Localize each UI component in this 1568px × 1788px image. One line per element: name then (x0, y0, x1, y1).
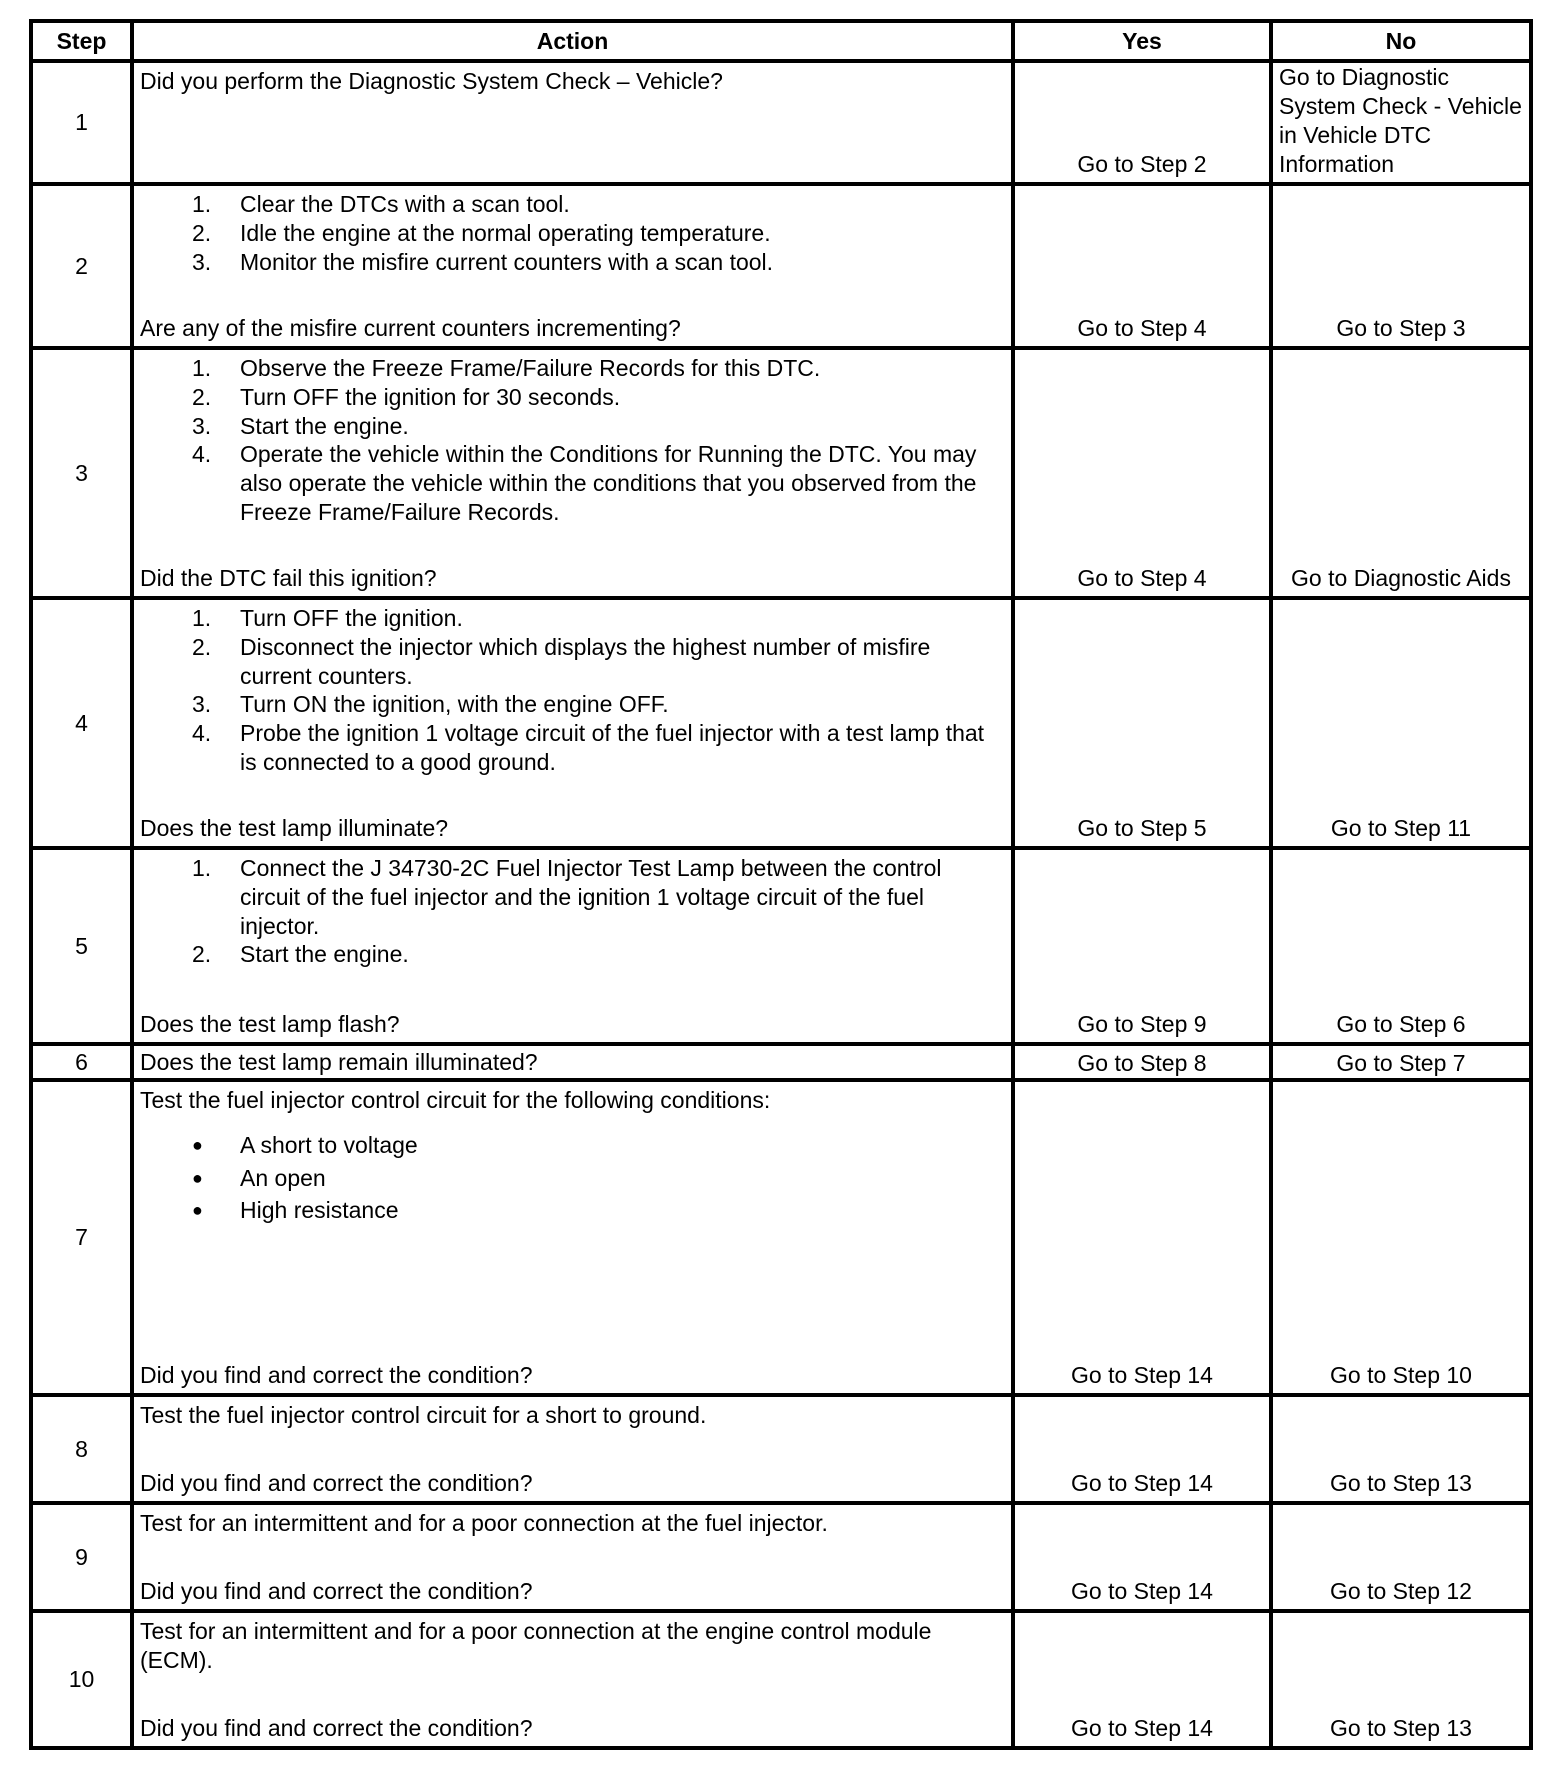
procedure-list (140, 190, 1005, 276)
procedure-text: Operate the vehicle within the Conditions for Running the DTC. You may also operate the vehicle within the conditions that you observed from the Freeze Frame/Failure Records. (240, 441, 977, 525)
procedure-item (140, 190, 1005, 219)
action-cell (132, 598, 1013, 848)
procedure-number: 4. (192, 441, 212, 468)
no-outcome-text: Go to Step 7 (1336, 1050, 1466, 1076)
action-question: Did you find and correct the condition? (140, 1578, 533, 1604)
action-question: Does the test lamp flash? (140, 1011, 400, 1037)
procedure-number: 1. (192, 191, 212, 217)
no-outcome-text: Go to Step 12 (1330, 1578, 1472, 1604)
procedure-item (140, 383, 1005, 412)
no-outcome-text: Go to Step 13 (1330, 1715, 1472, 1741)
no-outcome (1271, 348, 1531, 598)
action-intro: Test the fuel injector control circuit for a short to ground. (140, 1402, 707, 1428)
diagnostic-table (29, 19, 1533, 1750)
bullet-icon: ● (192, 1200, 203, 1220)
yes-outcome (1013, 1044, 1271, 1080)
step-number: 5 (31, 848, 132, 1044)
yes-outcome-text: Go to Step 4 (1077, 565, 1207, 591)
procedure-item (140, 354, 1005, 383)
procedure-text: Disconnect the injector which displays the highest number of misfire current counters. (240, 633, 931, 689)
yes-outcome-text: Go to Step 9 (1077, 1011, 1207, 1037)
no-outcome (1271, 1044, 1531, 1080)
no-outcome-text: Go to Step 3 (1336, 315, 1466, 341)
procedure-item (140, 633, 1005, 691)
procedure-item (140, 219, 1005, 248)
no-outcome-text: Go to Step 6 (1336, 1011, 1466, 1037)
no-outcome-text: Go to Step 13 (1330, 1470, 1472, 1496)
yes-outcome-text: Go to Step 14 (1071, 1362, 1213, 1388)
procedure-item (140, 690, 1005, 719)
procedure-number: 2. (192, 633, 212, 660)
procedure-number: 4. (192, 720, 212, 747)
procedure-text: Observe the Freeze Frame/Failure Records for this DTC. (240, 355, 821, 381)
step-number: 7 (31, 1080, 132, 1395)
action-question: Did the DTC fail this ignition? (140, 565, 437, 591)
procedure-item (140, 604, 1005, 633)
yes-outcome-text: Go to Step 4 (1077, 315, 1207, 341)
yes-outcome (1013, 1080, 1271, 1395)
procedure-text: Connect the J 34730-2C Fuel Injector Test Lamp between the control circuit of the fuel injector and the ignition 1 voltage circuit of the fuel injector. (240, 855, 942, 939)
table-row (31, 1611, 1531, 1748)
table-row (31, 1044, 1531, 1080)
procedure-text: Turn OFF the ignition. (240, 605, 463, 631)
procedure-text: Clear the DTCs with a scan tool. (240, 191, 570, 217)
action-intro: Test for an intermittent and for a poor connection at the engine control module (ECM). (140, 1618, 932, 1673)
header-no: No (1271, 21, 1531, 61)
header-yes: Yes (1013, 21, 1271, 61)
no-outcome (1271, 184, 1531, 348)
procedure-list (140, 604, 1005, 777)
procedure-item (140, 854, 1005, 940)
procedure-number: 1. (192, 355, 212, 381)
procedure-text: Probe the ignition 1 voltage circuit of the fuel injector with a test lamp that is connected to a good ground. (240, 720, 985, 775)
step-number: 4 (31, 598, 132, 848)
no-outcome (1271, 1503, 1531, 1611)
procedure-text: Idle the engine at the normal operating temperature. (240, 219, 771, 246)
table-row (31, 1080, 1531, 1395)
action-cell (132, 1080, 1013, 1395)
procedure-number: 2. (192, 941, 212, 968)
procedure-item (140, 440, 1005, 526)
table-row (31, 848, 1531, 1044)
procedure-number: 1. (192, 605, 212, 631)
yes-outcome-text: Go to Step 14 (1071, 1578, 1213, 1604)
no-outcome (1271, 1080, 1531, 1395)
no-outcome-text: Go to Diagnostic Aids (1291, 565, 1511, 591)
condition-list (140, 1129, 1005, 1227)
table-row (31, 1503, 1531, 1611)
no-outcome (1271, 1395, 1531, 1503)
procedure-text: Turn ON the ignition, with the engine OFF. (240, 691, 669, 718)
table-row (31, 598, 1531, 848)
yes-outcome-text: Go to Step 8 (1077, 1050, 1207, 1076)
condition-text: High resistance (240, 1197, 399, 1223)
bullet-icon: ● (192, 1135, 203, 1155)
no-outcome (1271, 848, 1531, 1044)
yes-outcome (1013, 61, 1271, 184)
yes-outcome-text: Go to Step 2 (1077, 151, 1207, 177)
no-outcome (1271, 598, 1531, 848)
table-row (31, 61, 1531, 184)
action-intro: Test for an intermittent and for a poor connection at the fuel injector. (140, 1510, 828, 1536)
condition-item (140, 1129, 1005, 1162)
no-outcome (1271, 61, 1531, 184)
header-step: Step (31, 21, 132, 61)
action-question: Are any of the misfire current counters incrementing? (140, 315, 681, 341)
action-cell (132, 1395, 1013, 1503)
action-question: Did you find and correct the condition? (140, 1715, 533, 1741)
procedure-text: Start the engine. (240, 941, 409, 968)
procedure-list (140, 854, 1005, 969)
procedure-item (140, 940, 1005, 969)
step-number: 2 (31, 184, 132, 348)
yes-outcome-text: Go to Step 14 (1071, 1715, 1213, 1741)
action-cell (132, 1044, 1013, 1080)
step-number: 1 (31, 61, 132, 184)
procedure-text: Monitor the misfire current counters with a scan tool. (240, 248, 774, 275)
procedure-list (140, 354, 1005, 527)
procedure-item (140, 412, 1005, 441)
yes-outcome-text: Go to Step 5 (1077, 815, 1207, 841)
table-row (31, 1395, 1531, 1503)
action-cell (132, 184, 1013, 348)
procedure-number: 2. (192, 383, 212, 410)
no-outcome-text: Go to Step 10 (1330, 1362, 1472, 1388)
yes-outcome-text: Go to Step 14 (1071, 1470, 1213, 1496)
action-question: Does the test lamp illuminate? (140, 815, 449, 841)
yes-outcome (1013, 348, 1271, 598)
action-cell (132, 61, 1013, 184)
table-row (31, 348, 1531, 598)
header-row (31, 21, 1531, 61)
condition-item (140, 1162, 1005, 1195)
procedure-item (140, 248, 1005, 277)
procedure-text: Start the engine. (240, 412, 409, 439)
action-question: Did you find and correct the condition? (140, 1362, 533, 1388)
step-number: 9 (31, 1503, 132, 1611)
yes-outcome (1013, 1611, 1271, 1748)
step-number: 6 (31, 1044, 132, 1080)
yes-outcome (1013, 598, 1271, 848)
table-row (31, 184, 1531, 348)
step-number: 8 (31, 1395, 132, 1503)
yes-outcome (1013, 1503, 1271, 1611)
procedure-number: 3. (192, 248, 212, 275)
action-cell (132, 1611, 1013, 1748)
condition-item (140, 1194, 1005, 1227)
bullet-icon: ● (192, 1167, 203, 1188)
yes-outcome (1013, 848, 1271, 1044)
condition-text: A short to voltage (240, 1132, 418, 1158)
procedure-number: 3. (192, 412, 212, 439)
header-action: Action (132, 21, 1013, 61)
action-question: Does the test lamp remain illuminated? (140, 1048, 538, 1075)
action-cell (132, 848, 1013, 1044)
condition-text: An open (240, 1164, 326, 1191)
yes-outcome (1013, 1395, 1271, 1503)
no-outcome-text: Go to Step 11 (1330, 815, 1472, 841)
action-cell (132, 1503, 1013, 1611)
no-outcome (1271, 1611, 1531, 1748)
yes-outcome (1013, 184, 1271, 348)
action-cell (132, 348, 1013, 598)
no-outcome-text: Go to Diagnostic System Check - Vehicle in Vehicle DTC Information (1279, 64, 1522, 177)
action-question: Did you perform the Diagnostic System Check – Vehicle? (140, 68, 723, 94)
procedure-item (140, 719, 1005, 777)
procedure-text: Turn OFF the ignition for 30 seconds. (240, 383, 621, 410)
procedure-number: 1. (192, 855, 212, 881)
action-intro: Test the fuel injector control circuit for the following conditions: (140, 1087, 771, 1113)
procedure-number: 2. (192, 219, 212, 246)
procedure-number: 3. (192, 691, 212, 718)
step-number: 3 (31, 348, 132, 598)
step-number: 10 (31, 1611, 132, 1748)
action-question: Did you find and correct the condition? (140, 1470, 533, 1496)
